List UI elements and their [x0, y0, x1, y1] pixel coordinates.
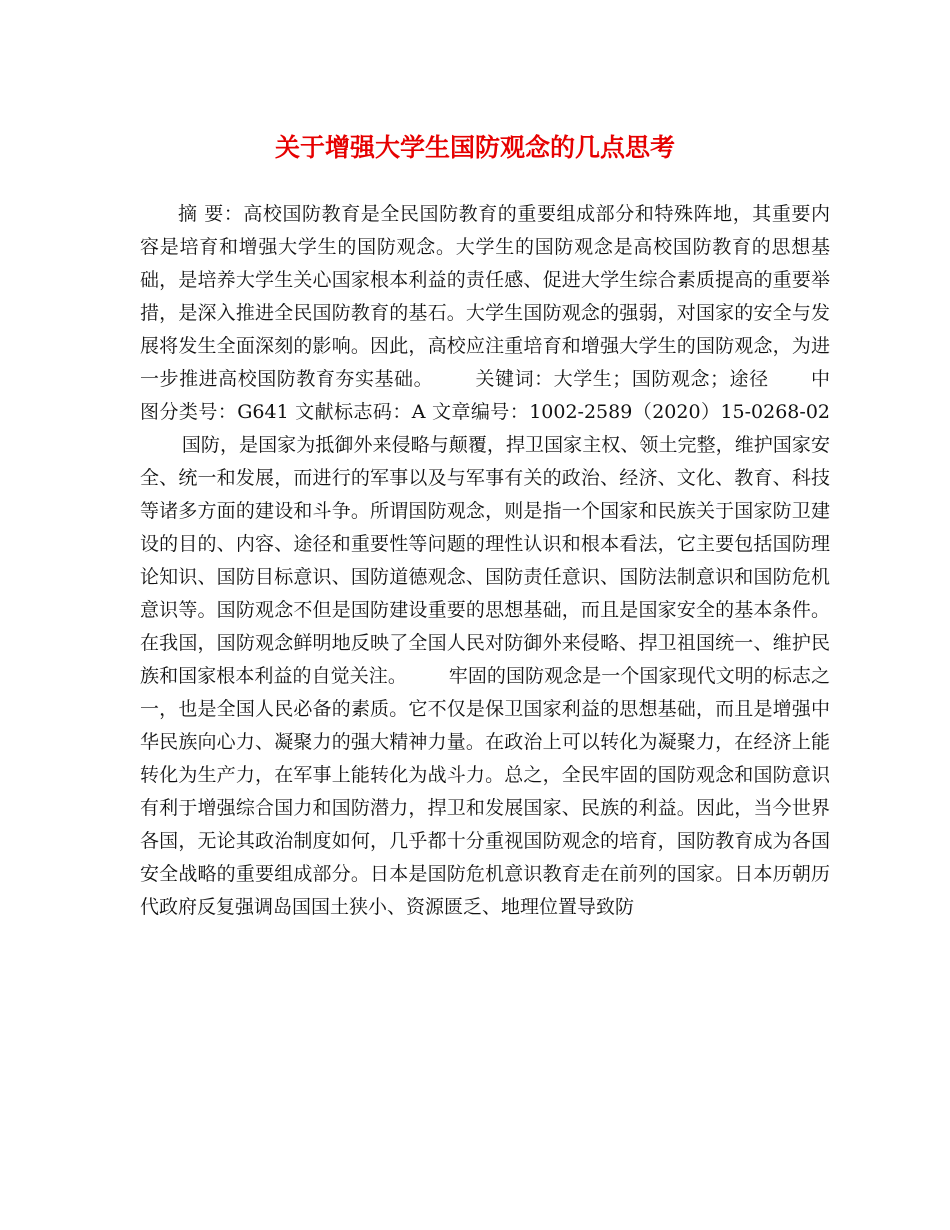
abstract-text: 摘 要：高校国防教育是全民国防教育的重要组成部分和特殊阵地，其重要内容是培育和增强大学生的国防观念。大学生的国防观念是高校国防教育的思想基础，是培养大学生关心国家根本利益的责任感、促进大学生综合素质提高的重要举措，是深入推进全民国防教育的基石。大学生国防观念的强弱，对国家的安全与发展将发生全面深刻的影响。因此，高校应注重培育和增强大学生的国防观念，为进一步推进高校国防教育夯实基础。: [140, 203, 830, 390]
paragraph-2-text: 牢固的国防观念是一个国家现代文明的标志之一，也是全国人民必备的素质。它不仅是保卫国家利益的思想基础，而且是增强中华民族向心力、凝聚力的强大精神力量。在政治上可以转化为凝聚力，在经济上能转化为生产力，在军事上能转化为战斗力。总之，全民牢固的国防观念和国防意识有利于增强综合国力和国防潜力，捍卫和发展国家、民族的利益。因此，当今世界各国，无论其政治制度如何，几乎都十分重视国防观念的培育，国防教育成为各国安全战略的重要组成部分。日本是国防危机意识教育走在前列的国家。日本历朝历代政府反复强调岛国国土狭小、资源匮乏、地理位置导致防: [140, 665, 830, 918]
document-title: 关于增强大学生国防观念的几点思考: [274, 133, 675, 162]
keywords-text: 关键词：大学生；国防观念；途径: [474, 368, 769, 390]
classification-text: 中图分类号：G641 文献标志码：A 文章编号：1002-2589（2020）15-0268-02: [140, 368, 830, 423]
paragraph-1-text: 国防，是国家为抵御外来侵略与颠覆，捍卫国家主权、领土完整，维护国家安全、统一和发展，而进行的军事以及与军事有关的政治、经济、文化、教育、科技等诸多方面的建设和斗争。所谓国防观念，则是指一个国家和民族关于国家防卫建设的目的、内容、途径和重要性等问题的理性认识和根本看法，它主要包括国防理论知识、国防目标意识、国防道德观念、国防责任意识、国防法制意识和国防危机意识等。国防观念不但是国防建设重要的思想基础，而且是国家安全的基本条件。在我国，国防观念鲜明地反映了全国人民对防御外来侵略、捍卫祖国统一、维护民族和国家根本利益的自觉关注。: [140, 434, 830, 687]
document-body: [140, 198, 830, 924]
